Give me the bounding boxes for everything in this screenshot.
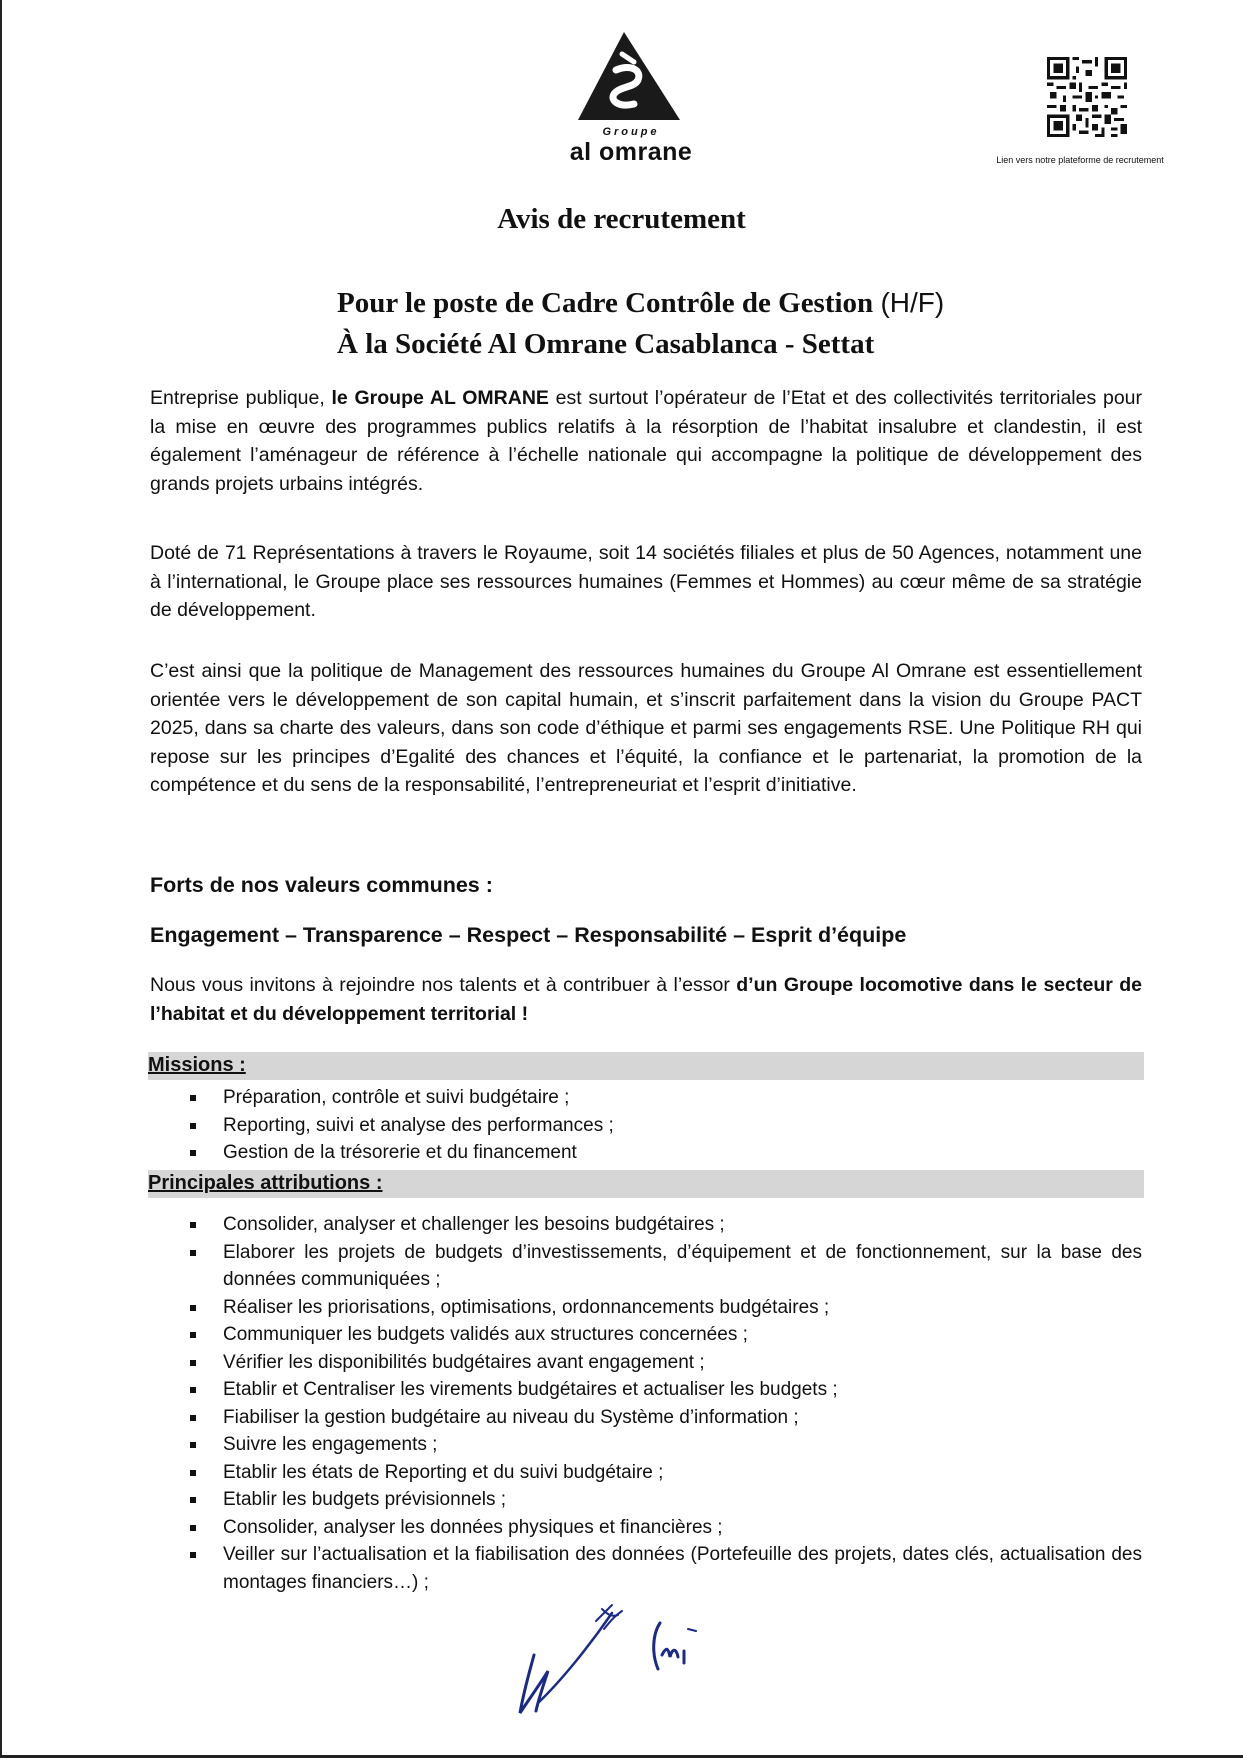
list-item: Elaborer les projets de budgets d’investissements, d’équipement et de fonctionnement, sur la base des données communiquées ; [190,1239,1142,1294]
list-item: Reporting, suivi et analyse des performances ; [190,1112,1142,1140]
intro-paragraph-2: Doté de 71 Représentations à travers le Royaume, soit 14 sociétés filiales et plus de 50 Agences, notamment une à l’international, le Groupe place ses ressources humaines (Femmes et Hommes) au cœur même de sa stratégie de développement. [150,542,1142,621]
logo-groupe-text: Groupe [602,126,660,138]
logo-triangle-icon [576,30,686,122]
missions-list [190,1084,1142,1167]
intro-paragraph-3: C’est ainsi que la politique de Management des ressources humaines du Groupe Al Omrane est essentiellement orientée vers le développement de son capital humain, et s’inscrit parfaitement dans la vision du Groupe PACT 2025, dans sa charte des valeurs, dans son code d’éthique et parmi ses engagements RSE. Une Politique RH qui repose sur les principes d’Egalité des chances et l’équité, la confiance et le partenariat, la promotion de la compétence et du sens de la responsabilité, l’entrepreneuriat et l’esprit d’initiative. [150,660,1142,796]
missions-header-bar [148,1052,1144,1080]
job-title-line-1 [337,282,944,324]
invitation-bold: d’un Groupe locomotive dans le secteur de l’habitat et du développement territorial ! [150,974,1142,1025]
list-item: Vérifier les disponibilités budgétaires avant engagement ; [190,1349,1142,1377]
attributions-list [190,1211,1142,1596]
list-item: Consolider, analyser et challenger les besoins budgétaires ; [190,1211,1142,1239]
list-item: Etablir les budgets prévisionnels ; [190,1486,1142,1514]
intro-p1-rest: est surtout l’opérateur de l’Etat et des collectivités territoriales pour la mise en œuvre des programmes publics relatifs à la résorption de l’habitat insalubre et clandestin, il est également l’aménageur de référence à l’échelle nationale qui accompagne la politique de développement des grands projets urbains intégrés. [150,387,1142,495]
intro-p1-start: Entreprise publique, [150,387,332,409]
invitation-start: Nous vous invitons à rejoindre nos talents et à contribuer à l’essor [150,974,737,996]
list-item: Etablir les états de Reporting et du suivi budgétaire ; [190,1459,1142,1487]
list-item: Réaliser les priorisations, optimisations, ordonnancements budgétaires ; [190,1294,1142,1322]
invitation-paragraph [150,971,1142,1028]
logo-brand-text: al omrane [569,138,693,166]
list-item: Suivre les engagements ; [190,1431,1142,1459]
job-company: À la Société Al Omrane Casablanca - Settat [337,328,875,360]
list-item: Gestion de la trésorerie et du financement [190,1139,1142,1167]
list-item: Veiller sur l’actualisation et la fiabilisation des données (Portefeuille des projets, dates clés, actualisation des montages financiers…) ; [190,1541,1142,1596]
list-item: Communiquer les budgets validés aux structures concernées ; [190,1321,1142,1349]
job-title [337,282,944,365]
missions-heading: Missions : [148,1054,246,1076]
qr-code-icon [1047,57,1127,137]
attributions-header-bar [148,1170,1144,1198]
list-item: Préparation, contrôle et suivi budgétaire ; [190,1084,1142,1112]
recruitment-qr-code[interactable] [1047,57,1127,137]
qr-caption: Lien vers notre plateforme de recrutement [996,155,1164,165]
list-item: Consolider, analyser les données physiques et financières ; [190,1514,1142,1542]
list-item: Fiabiliser la gestion budgétaire au niveau du Système d’information ; [190,1404,1142,1432]
al-omrane-logo [566,30,696,165]
gender-tag: (H/F) [880,287,945,318]
intro-paragraph-1 [150,384,1142,498]
page-title: Avis de recrutement [497,203,746,235]
attributions-heading: Principales attributions : [148,1172,383,1194]
job-position: Pour le poste de Cadre Contrôle de Gestion [337,287,874,319]
values-list: Engagement – Transparence – Respect – Responsabilité – Esprit d’équipe [150,923,907,947]
signature-initials [512,1585,712,1720]
values-heading: Forts de nos valeurs communes : [150,873,493,897]
list-item: Etablir et Centraliser les virements budgétaires et actualiser les budgets ; [190,1376,1142,1404]
intro-p1-bold: le Groupe AL OMRANE [331,387,549,409]
